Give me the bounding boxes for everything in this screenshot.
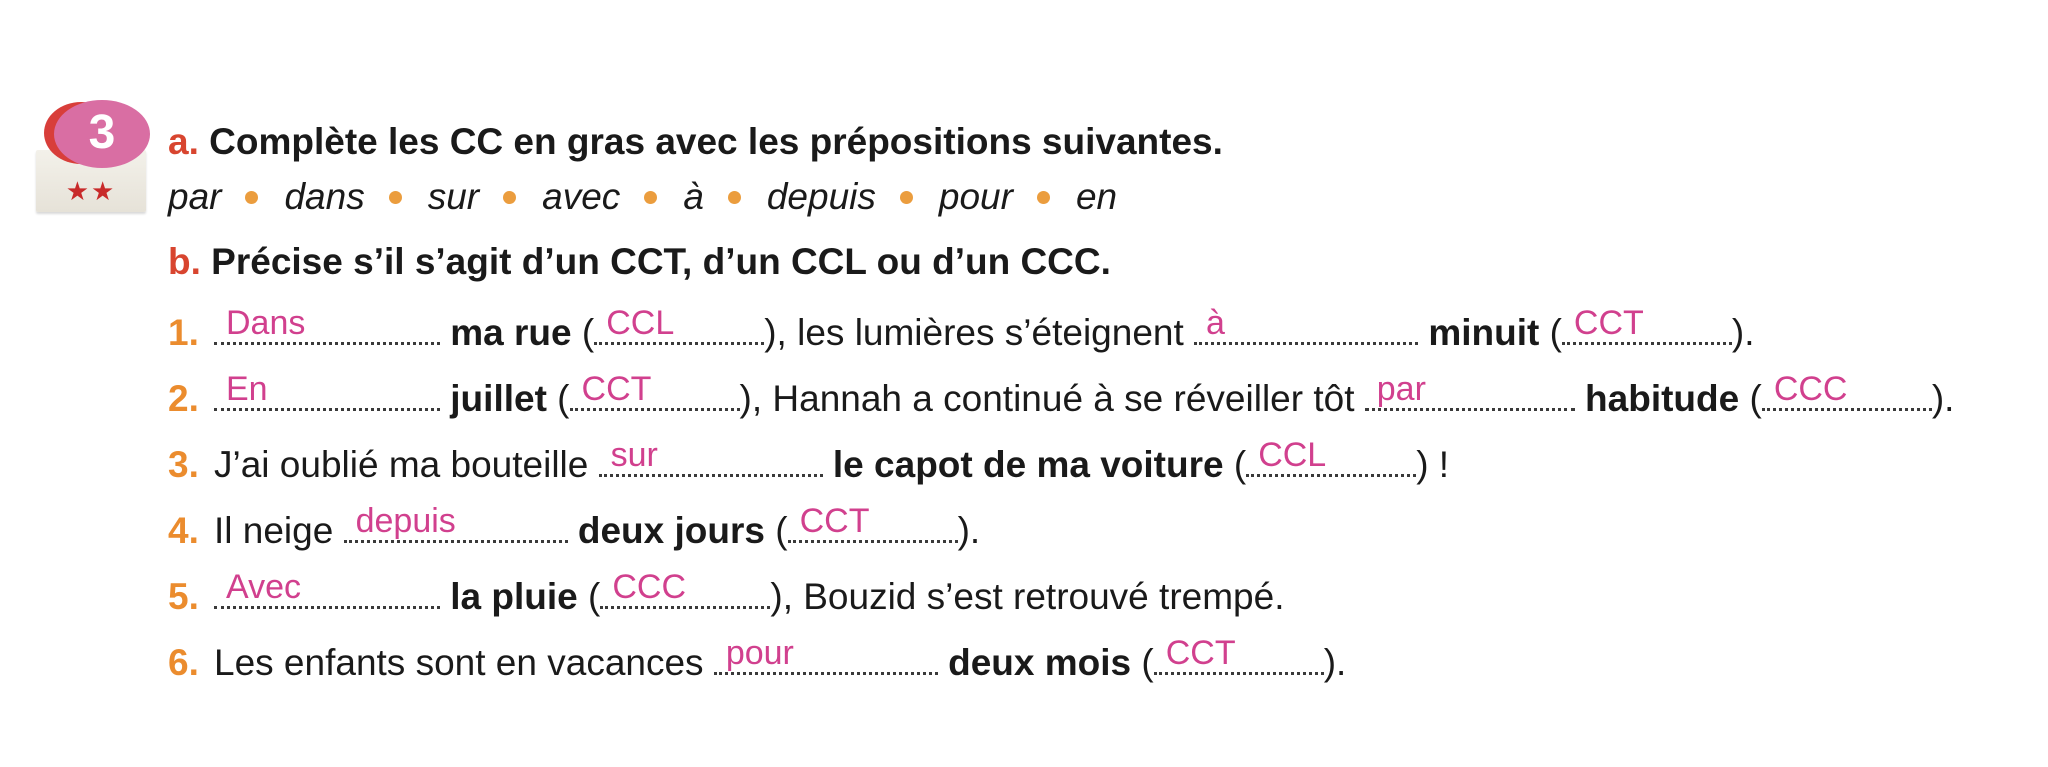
text-segment: ( [1739,378,1762,419]
sentence-6 [168,636,1346,685]
type-blank[interactable] [1562,306,1732,345]
type-blank[interactable] [788,504,958,543]
handwritten-answer: CCT [581,370,652,408]
handwritten-answer: CCL [606,304,675,342]
handwritten-answer: CCC [612,568,687,606]
preposition: à [683,176,704,217]
answer-blank[interactable] [214,372,440,411]
bullet-dot [503,191,516,204]
bold-complement: la pluie [450,576,578,617]
handwritten-answer: CCT [799,502,870,540]
sentence-4 [168,504,980,553]
preposition: en [1075,176,1118,217]
answer-blank[interactable] [599,438,823,477]
bold-complement: deux jours [577,510,765,551]
handwritten-answer: Dans [226,304,306,342]
instruction-b [168,240,1111,284]
handwritten-answer: CCT [1165,634,1236,672]
handwritten-answer: à [1206,304,1225,342]
type-blank[interactable] [600,570,770,609]
preposition: dans [284,176,365,217]
sentence-number: 2. [168,378,199,419]
text-segment: ), les lumières s’éteignent [764,312,1195,353]
bold-complement: deux mois [948,642,1132,683]
sentence-3 [168,438,1449,487]
text-segment: ( [577,576,601,617]
bold-complement: habitude [1585,378,1740,419]
preposition: par [168,176,222,217]
text-segment: ( [764,510,788,551]
text-segment: ( [546,378,570,419]
handwritten-answer: Avec [226,568,301,606]
sentence-number: 4. [168,510,199,551]
instruction-a-text: Complète les CC en gras avec les prépositions suivantes. [209,121,1223,162]
answer-blank[interactable] [714,636,938,675]
bullet-dot [245,191,258,204]
text-segment: ( [571,312,595,353]
preposition: sur [427,176,480,217]
text-segment: ). [1323,642,1347,683]
part-a-letter: a. [168,121,199,162]
sentence-number: 3. [168,444,199,485]
handwritten-answer: CCT [1573,304,1644,342]
answer-blank[interactable] [214,306,440,345]
sentence-1 [168,306,1755,355]
bullet-dot [1037,191,1050,204]
bold-complement: juillet [450,378,547,419]
type-blank[interactable] [594,306,764,345]
preposition-list [168,175,1117,219]
preposition: avec [542,176,621,217]
handwritten-answer: En [226,370,268,408]
answer-blank[interactable] [1194,306,1418,345]
sentence-number: 6. [168,642,199,683]
bullet-dot [644,191,657,204]
text-segment: ), Bouzid s’est retrouvé trempé. [770,576,1285,617]
instruction-a [168,120,1223,164]
answer-blank[interactable] [1365,372,1575,411]
preposition: pour [938,176,1013,217]
bold-complement: ma rue [450,312,572,353]
text-segment: ). [957,510,981,551]
sentence-number: 5. [168,576,199,617]
text-segment: Les enfants sont en vacances [214,642,714,683]
bullet-dot [389,191,402,204]
handwritten-answer: CCC [1773,370,1848,408]
text-segment: ) ! [1416,444,1450,485]
type-blank[interactable] [1762,372,1932,411]
instruction-b-text: Précise s’il s’agit d’un CCT, d’un CCL ou d’un CCC. [211,241,1111,282]
answer-blank[interactable] [344,504,568,543]
text-segment: ( [1539,312,1562,353]
text-segment: ). [1931,378,1955,419]
bold-complement: minuit [1428,312,1540,353]
preposition: depuis [766,176,876,217]
answer-blank[interactable] [214,570,440,609]
handwritten-answer: pour [725,634,794,672]
text-segment: ). [1731,312,1755,353]
type-blank[interactable] [1246,438,1416,477]
handwritten-answer: depuis [355,502,456,540]
bullet-dot [900,191,913,204]
exercise-badge [36,100,148,214]
part-b-letter: b. [168,241,201,282]
bullet-dot [728,191,741,204]
handwritten-answer: sur [610,436,658,474]
text-segment: ), Hannah a continué à se réveiller tôt [739,378,1365,419]
exercise-number: 3 [54,100,150,168]
handwritten-answer: CCL [1258,436,1327,474]
handwritten-answer: par [1376,370,1426,408]
text-segment: ( [1223,444,1247,485]
difficulty-stars: ★★ [65,176,117,206]
text-segment: J’ai oublié ma bouteille [214,444,599,485]
sentence-number: 1. [168,312,199,353]
text-segment: Il neige [214,510,344,551]
text-segment: ( [1131,642,1154,683]
sentence-5 [168,570,1284,619]
type-blank[interactable] [570,372,740,411]
sentence-2 [168,372,1954,421]
type-blank[interactable] [1154,636,1324,675]
bold-complement: le capot de ma voiture [832,444,1224,485]
